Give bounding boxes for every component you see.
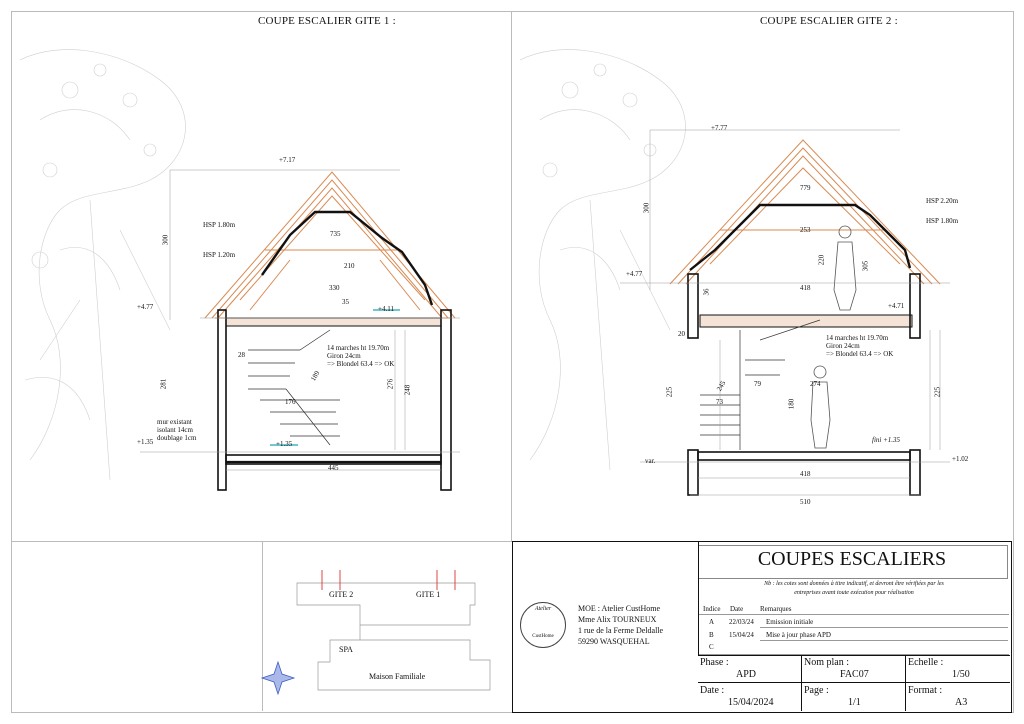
rev-b-remark: Mise à jour phase APD bbox=[766, 631, 831, 639]
rev-header-date: Date bbox=[730, 605, 744, 613]
rev-a-date: 22/03/24 bbox=[729, 618, 754, 626]
gite2-level-477: +4.77 bbox=[626, 270, 643, 278]
title-block-bottom-hline2 bbox=[698, 682, 1010, 683]
gite1-dim-248: 248 bbox=[403, 384, 412, 396]
title-block-vline bbox=[698, 541, 699, 655]
title-block-bottom-hline1 bbox=[698, 655, 1010, 656]
gite1-dim-281: 281 bbox=[159, 378, 168, 390]
gite1-dim-210: 210 bbox=[344, 262, 355, 270]
moe-line-1: MOE : Atelier CustHome bbox=[578, 604, 660, 613]
format-label: Format : bbox=[908, 685, 943, 696]
moe-line-4: 59290 WASQUEHAL bbox=[578, 637, 650, 646]
gite1-wall-note-3: doublage 1cm bbox=[157, 434, 197, 442]
phase-label: Phase : bbox=[700, 657, 729, 668]
logo-text-top: Atelier bbox=[534, 606, 552, 612]
title-block-rev-mid2 bbox=[760, 640, 1008, 641]
gite2-dim-73: 73 bbox=[716, 398, 723, 406]
gite2-dim-253: 253 bbox=[800, 226, 811, 234]
gite2-dim-20: 20 bbox=[678, 330, 685, 338]
gite2-hsp-220: HSP 2.20m bbox=[926, 197, 959, 205]
gite2-stairs-note-3: => Blondel 63.4 => OK bbox=[826, 350, 894, 358]
compass-icon bbox=[262, 662, 294, 694]
gite1-roof bbox=[205, 172, 455, 318]
gite2-stairs-note-1: 14 marches ht 19.70m bbox=[826, 334, 889, 342]
title-block-rev-top bbox=[699, 614, 1009, 615]
gite2-section bbox=[620, 130, 950, 495]
gite1-stairs-note-2: Giron 24cm bbox=[327, 352, 361, 360]
gite1-insulation bbox=[262, 212, 432, 305]
rev-c-indice: C bbox=[709, 643, 714, 651]
gite2-fini-level: fini +1.35 bbox=[872, 436, 901, 444]
gite1-height-300: 300 bbox=[161, 234, 170, 246]
keyplan-gite2-label: GITE 2 bbox=[329, 590, 354, 599]
gite1-section bbox=[140, 170, 460, 490]
title-block-bottom-vline1 bbox=[801, 655, 802, 711]
gite2-top-level: +7.77 bbox=[711, 124, 728, 132]
keyplan-gite1-label: GITE 1 bbox=[416, 590, 441, 599]
title-block-bottom-vline2 bbox=[905, 655, 906, 711]
date-label: Date : bbox=[700, 685, 725, 696]
gite2-dim-225-left: 225 bbox=[665, 386, 674, 398]
gite1-level-135-stairs: +1.35 bbox=[276, 440, 293, 448]
scale-value: 1/50 bbox=[952, 669, 970, 680]
rev-a-indice: A bbox=[709, 618, 715, 626]
gite1-dim-189: 189 bbox=[309, 369, 322, 383]
rev-a-remark: Emission initiale bbox=[766, 618, 814, 626]
title-block-rev-mid1 bbox=[760, 627, 1008, 628]
gite1-level-411: +4.11 bbox=[378, 305, 394, 313]
phase-value: APD bbox=[736, 669, 757, 680]
rev-b-indice: B bbox=[709, 631, 714, 639]
gite2-right-wall-upper bbox=[910, 274, 920, 338]
gite2-left-wall-lower bbox=[688, 450, 698, 495]
gite2-dim-245: 245 bbox=[715, 379, 728, 393]
gite2-dim-274: 274 bbox=[810, 380, 821, 388]
gite2-roof bbox=[670, 140, 940, 284]
gite1-wall-note-1: mur existant bbox=[157, 418, 192, 426]
date-value: 15/04/2024 bbox=[728, 697, 774, 708]
tree-sketch-left bbox=[20, 50, 185, 480]
keyplan-spa-label: SPA bbox=[339, 645, 353, 654]
title-block-note-2: entreprises avant toute exécution pour réalisation bbox=[794, 590, 914, 596]
gite1-wall-note-2: isolant 14cm bbox=[157, 426, 193, 434]
gite2-dim-305: 305 bbox=[861, 260, 870, 272]
keyplan-maison-label: Maison Familiale bbox=[369, 672, 426, 681]
logo-text-bottom: CustHome bbox=[532, 634, 554, 639]
moe-line-3: 1 rue de la Ferme Deldalle bbox=[578, 626, 664, 635]
gite2-person-upper bbox=[834, 226, 856, 310]
gite1-dim-330: 330 bbox=[329, 284, 340, 292]
gite2-right-wall-lower bbox=[910, 450, 920, 495]
gite1-top-level: +7.17 bbox=[279, 156, 296, 164]
gite2-hsp-180: HSP 1.80m bbox=[926, 217, 959, 225]
gite1-level-477: +4.77 bbox=[137, 303, 154, 311]
gite1-width-445: 445 bbox=[328, 464, 339, 472]
gite2-stairs-note-2: Giron 24cm bbox=[826, 342, 860, 350]
gite2-left-wall-upper bbox=[688, 274, 698, 338]
gite1-dim-35: 35 bbox=[342, 298, 349, 306]
drawing-title: COUPES ESCALIERS bbox=[757, 548, 947, 570]
page-label: Page : bbox=[804, 685, 829, 696]
gite2-level-102: +1.02 bbox=[952, 455, 969, 463]
gite1-hsp-180: HSP 1.80m bbox=[203, 221, 236, 229]
gite2-upper-floor bbox=[700, 315, 912, 327]
gite2-dim-180: 180 bbox=[787, 398, 796, 410]
section-title-gite2: COUPE ESCALIER GITE 2 : bbox=[760, 15, 898, 27]
gite1-dim-735: 735 bbox=[330, 230, 341, 238]
section-title-gite1: COUPE ESCALIER GITE 1 : bbox=[258, 15, 396, 27]
gite1-dim-176: 176 bbox=[285, 398, 296, 406]
gite2-dim-220: 220 bbox=[817, 254, 826, 266]
gite2-width-510: 510 bbox=[800, 498, 811, 506]
gite1-hsp-120: HSP 1.20m bbox=[203, 251, 236, 259]
gite2-insulation bbox=[690, 205, 910, 270]
gite2-dim-79: 79 bbox=[754, 380, 761, 388]
gite1-right-wall bbox=[441, 310, 451, 490]
gite2-dim-418-upper: 418 bbox=[800, 284, 811, 292]
gite2-ground-slab bbox=[698, 452, 910, 460]
gite1-dim-276: 276 bbox=[386, 378, 395, 390]
gite2-dim-225-right: 225 bbox=[933, 386, 942, 398]
tree-sketch-right bbox=[520, 50, 685, 470]
gite1-dim-28: 28 bbox=[238, 351, 245, 359]
page-value: 1/1 bbox=[848, 697, 861, 708]
rev-header-indice: Indice bbox=[703, 605, 721, 613]
gite2-dim-36: 36 bbox=[702, 288, 711, 296]
rev-b-date: 15/04/24 bbox=[729, 631, 754, 639]
title-block-note-1: Nb : les cotes sont données à titre indicatif, et devront être vérifiées par les bbox=[764, 581, 944, 587]
gite1-stairs-note-3: => Blondel 63.4 => OK bbox=[327, 360, 395, 368]
gite2-person-lower bbox=[811, 366, 830, 448]
gite1-stairs-note-1: 14 marches ht 19.70m bbox=[327, 344, 390, 352]
moe-line-2: Mme Alix TOURNEUX bbox=[578, 615, 657, 624]
gite2-var: var. bbox=[645, 457, 656, 465]
plan-label: Nom plan : bbox=[804, 657, 849, 668]
gite1-level-135-left: +1.35 bbox=[137, 438, 154, 446]
scale-label: Echelle : bbox=[908, 657, 944, 668]
plan-value: FAC07 bbox=[840, 669, 869, 680]
gite2-dim-418-lower: 418 bbox=[800, 470, 811, 478]
format-value: A3 bbox=[955, 697, 968, 708]
gite2-level-471: +4.71 bbox=[888, 302, 905, 310]
gite2-height-300: 300 bbox=[642, 202, 651, 214]
gite1-left-wall bbox=[218, 310, 226, 490]
rev-header-remarques: Remarques bbox=[760, 605, 792, 613]
gite2-dim-779: 779 bbox=[800, 184, 811, 192]
gite1-upper-floor bbox=[226, 318, 441, 326]
gite2-dimension-lines bbox=[620, 130, 950, 495]
